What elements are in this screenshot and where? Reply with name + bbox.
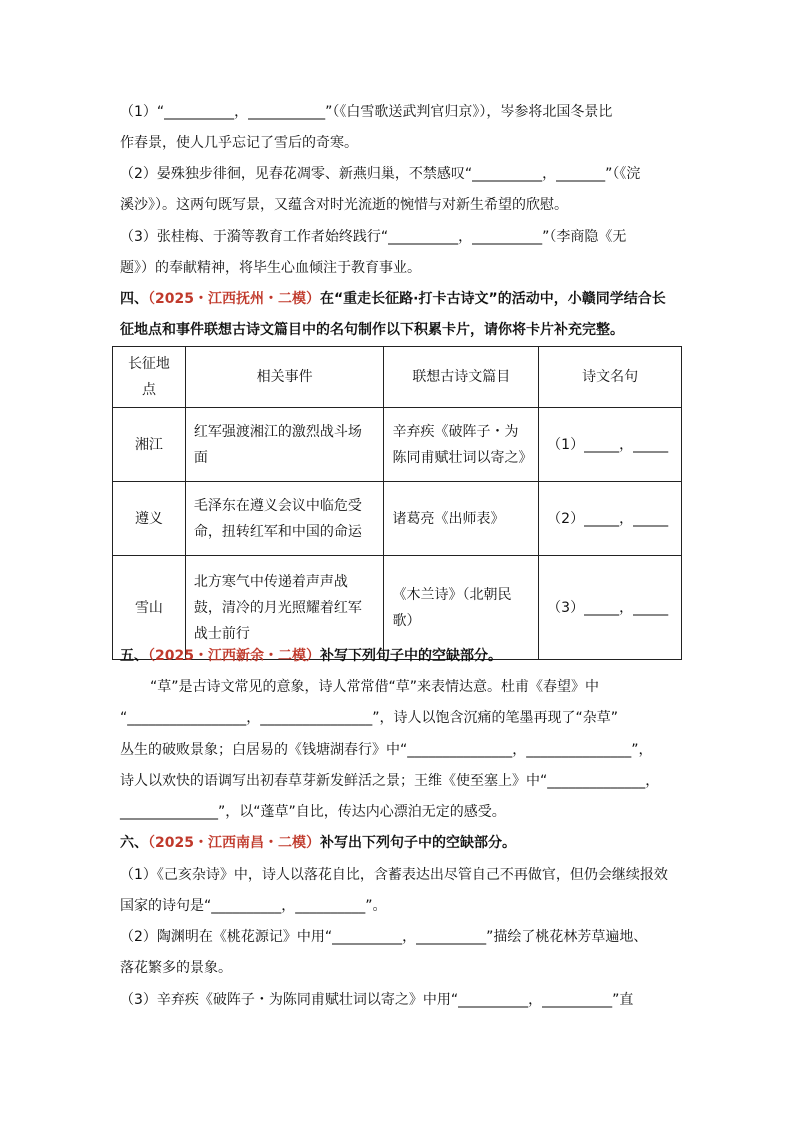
section-5-source: （2025・江西新余・二模） xyxy=(148,648,320,664)
section-6-line-4: 落花繁多的景象。 xyxy=(120,960,232,976)
section-6-line-3: （2）陶渊明在《桃花源记》中用“__________，__________”描绘了桃花林芳草遍地、 xyxy=(120,929,648,945)
section-5-heading xyxy=(120,646,680,666)
cell-quote[interactable]: （1）_____，_____ xyxy=(539,408,682,482)
header-event: 相关事件 xyxy=(185,347,384,408)
section-5-para-3: 丛生的破败景象；白居易的《钱塘湖春行》中“_______________，_______________”， xyxy=(120,742,653,758)
cell-work: 诸葛亮《出师表》 xyxy=(384,482,539,556)
section-4-text-2: 征地点和事件联想古诗文篇目中的名句制作以下积累卡片，请你将卡片补充完整。 xyxy=(120,322,624,338)
cell-place: 遵义 xyxy=(113,482,186,556)
q1-line-1: （1）“__________，___________”（《白雪歌送武判官归京》），岑参将北国冬景比 xyxy=(120,104,613,120)
q2-line-1: （2）晏殊独步徘徊，见春花凋零、新燕归巢，不禁感叹“__________，_______”（《浣 xyxy=(120,166,641,182)
section-6-number: 六、 xyxy=(120,835,148,851)
cell-place: 雪山 xyxy=(113,556,186,660)
section-5-para-4: 诗人以欢快的语调写出初春草芽新发鲜活之景；王维《使至塞上》中“______________， xyxy=(120,773,660,789)
cell-event: 毛泽东在遵义会议中临危受命，扭转红军和中国的命运 xyxy=(185,482,384,556)
cell-event: 红军强渡湘江的激烈战斗场面 xyxy=(185,408,384,482)
cell-quote[interactable]: （2）_____，_____ xyxy=(539,482,682,556)
section-4-text-1: 在“重走长征路·打卡古诗文”的活动中，小赣同学结合长 xyxy=(319,291,666,307)
cell-work: 辛弃疾《破阵子・为陈同甫赋壮词以寄之》 xyxy=(384,408,539,482)
section-5-title: 补写下列句子中的空缺部分。 xyxy=(319,648,502,664)
section-6-line-5: （3）辛弃疾《破阵子・为陈同甫赋壮词以寄之》中用“__________，__________”直 xyxy=(120,992,634,1008)
q1-line-2: 作春景，使人几乎忘记了雪后的奇寒。 xyxy=(120,135,358,151)
table-header-row xyxy=(113,347,682,408)
table-row xyxy=(113,556,682,660)
header-place: 长征地点 xyxy=(113,347,186,408)
section-5-number: 五、 xyxy=(120,648,148,664)
table-row xyxy=(113,482,682,556)
table-row xyxy=(113,408,682,482)
q3-line-1: （3）张桂梅、于漪等教育工作者始终践行“__________，__________”（李商隐《无 xyxy=(120,229,627,245)
section-4-heading xyxy=(120,289,680,309)
section-6-heading xyxy=(120,833,680,853)
section-6-title: 补写出下列句子中的空缺部分。 xyxy=(319,835,516,851)
section-5-para-5: ______________”，以“蓬草”自比，传达内心漂泊无定的感受。 xyxy=(120,804,506,820)
header-work: 联想古诗文篇目 xyxy=(384,347,539,408)
section-6-line-1: （1）《己亥杂诗》中，诗人以落花自比，含蓄表达出尽管自己不再做官，但仍会继续报效 xyxy=(120,867,668,883)
cell-event: 北方寒气中传递着声声战鼓，清冷的月光照耀着红军战士前行 xyxy=(185,556,384,660)
section-4-source: （2025・江西抚州・二模） xyxy=(148,291,320,307)
card-table xyxy=(112,346,682,660)
section-5-para-2: “_________________，________________”，诗人以饱含沉痛的笔墨再现了“杂草” xyxy=(120,710,619,726)
header-quote: 诗文名句 xyxy=(539,347,682,408)
section-5-para-1: “草”是古诗文常见的意象，诗人常常借“草”来表情达意。杜甫《春望》中 xyxy=(150,679,600,695)
section-6-source: （2025・江西南昌・二模） xyxy=(148,835,320,851)
cell-quote[interactable]: （3）_____，_____ xyxy=(539,556,682,660)
section-6-line-2: 国家的诗句是“__________，__________”。 xyxy=(120,898,387,914)
cell-work: 《木兰诗》（北朝民歌） xyxy=(384,556,539,660)
cell-place: 湘江 xyxy=(113,408,186,482)
q2-line-2: 溪沙》）。这两句既写景，又蕴含对时光流逝的惋惜与对新生希望的欣慰。 xyxy=(120,197,568,213)
section-4-number: 四、 xyxy=(120,291,148,307)
q3-line-2: 题》）的奉献精神，将毕生心血倾注于教育事业。 xyxy=(120,260,421,276)
